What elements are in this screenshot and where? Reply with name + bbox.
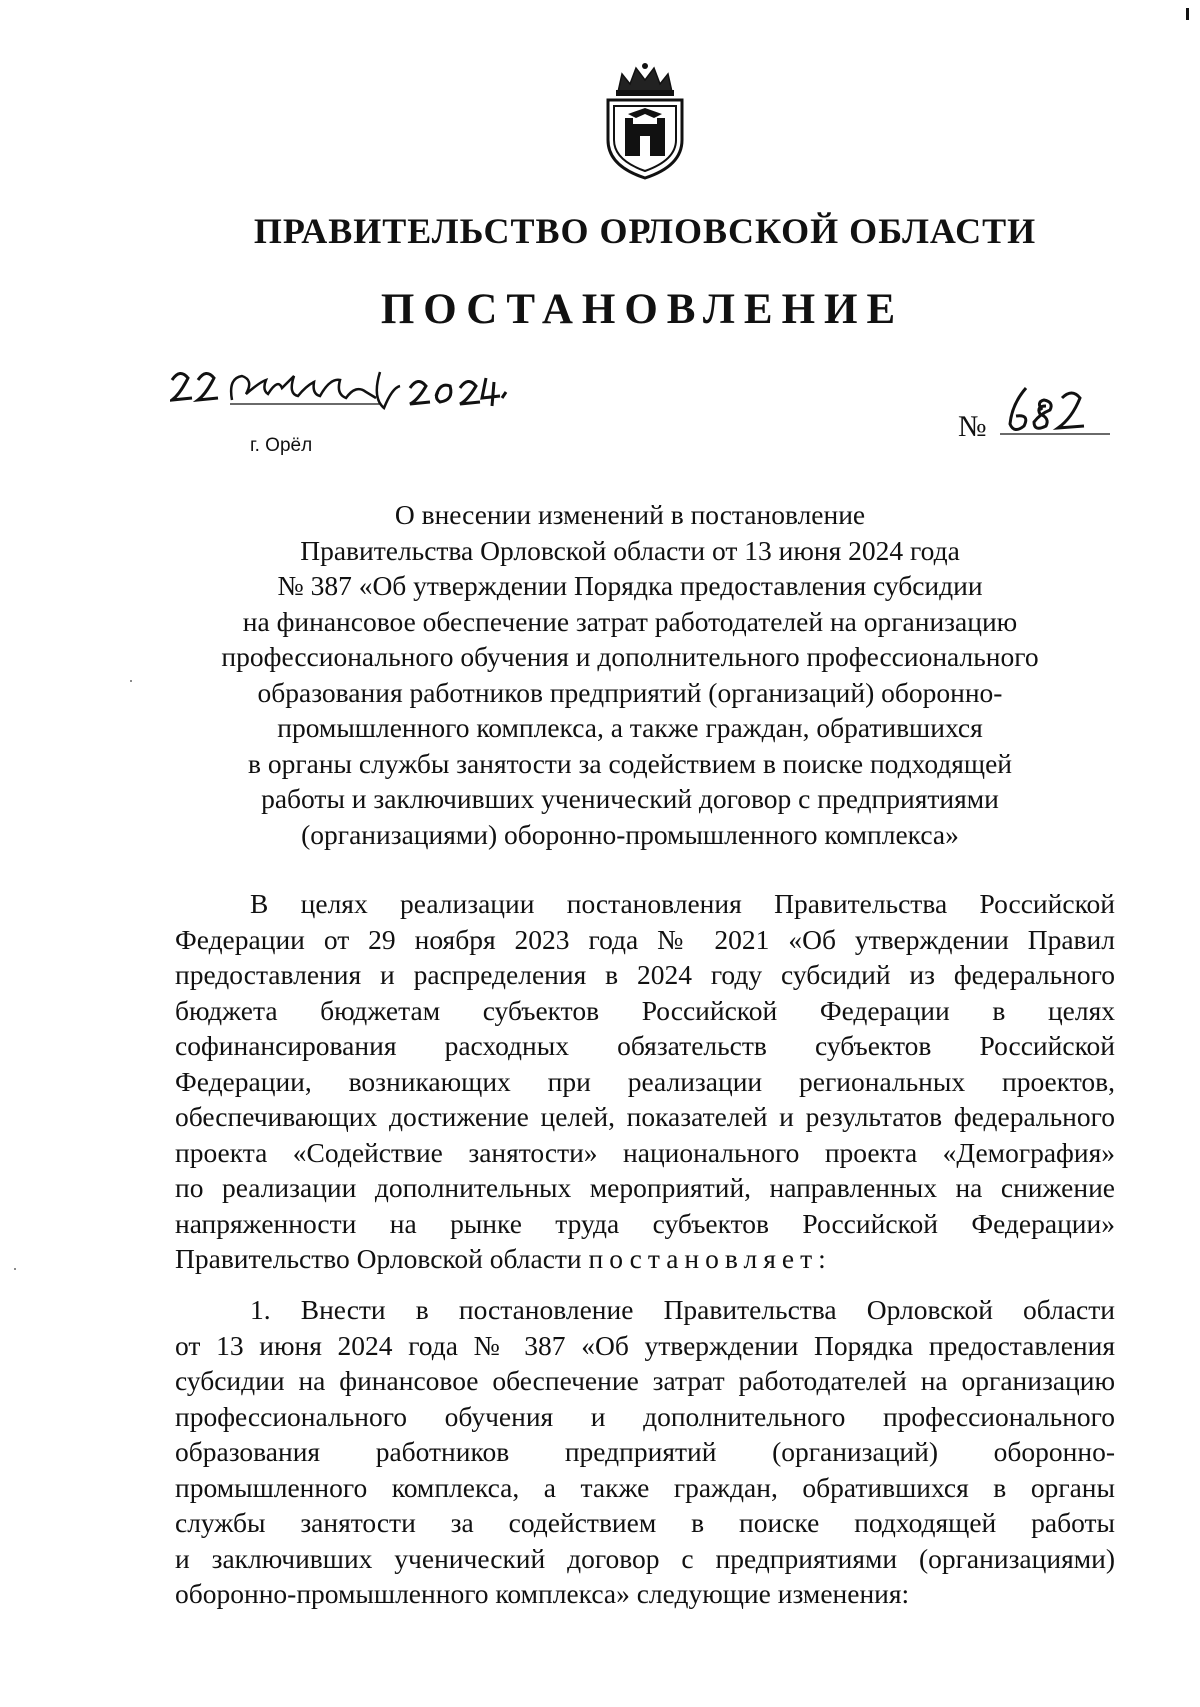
- preamble-line: проекта «Содействие занятости» национального проекта «Демография»: [175, 1136, 1115, 1168]
- subject-line: в органы службы занятости за содействием в поиске подходящей: [247, 747, 1013, 779]
- number-label: №: [958, 410, 987, 443]
- subject-line: № 387 «Об утверждении Порядка предоставления субсидии: [277, 570, 983, 601]
- coat-of-arms-emblem: [600, 62, 690, 182]
- item-1-paragraph: [175, 1292, 1115, 1612]
- subject-line: профессионального обучения и дополнительного профессионального: [221, 641, 1039, 672]
- item-1-line: субсидии на финансовое обеспечение затрат работодателей на организацию: [175, 1365, 1115, 1396]
- handwritten-date: [170, 368, 550, 428]
- preamble-line: В целях реализации постановления Правительства Российской: [250, 888, 1115, 919]
- preamble-closing-line: [175, 1241, 1115, 1277]
- item-1-line: промышленного комплекса, а также граждан, обратившихся в органы: [175, 1471, 1115, 1503]
- scan-speck: [14, 1268, 16, 1270]
- item-1-line: оборонно-промышленного комплекса» следующие изменения:: [175, 1578, 910, 1609]
- preamble-line: Федерации от 29 ноября 2023 года № 2021 «Об утверждении Правил: [175, 923, 1115, 955]
- preamble-line: софинансирования расходных обязательств субъектов Российской: [175, 1030, 1115, 1061]
- preamble-line: обеспечивающих достижение целей, показателей и результатов федерального: [175, 1101, 1115, 1132]
- preamble-line: предоставления и распределения в 2024 году субсидий из федерального: [175, 959, 1115, 990]
- item-1-line: образования работников предприятий (организаций) оборонно-: [175, 1436, 1115, 1467]
- preamble-line: Федерации, возникающих при реализации региональных проектов,: [175, 1065, 1115, 1097]
- preamble-line: бюджета бюджетам субъектов Российской Федерации в целях: [175, 994, 1115, 1026]
- scan-mark: [1186, 8, 1189, 20]
- subject-line: Правительства Орловской области от 13 июня 2024 года: [300, 534, 960, 566]
- subject-line: работы и заключивших ученический договор с предприятиями: [261, 783, 999, 814]
- item-1-line: от 13 июня 2024 года № 387 «Об утверждении Порядка предоставления: [175, 1329, 1115, 1361]
- scan-speck: [130, 680, 132, 682]
- subject-line: О внесении изменений в постановление: [394, 499, 866, 530]
- item-1-line: и заключивших ученический договор с предприятиями (организациями): [175, 1542, 1115, 1574]
- preamble-closing-text: Правительство Орловской области: [175, 1243, 589, 1274]
- preamble-paragraph: [175, 886, 1115, 1277]
- city-label: г. Орёл: [250, 435, 313, 456]
- document-subject: [200, 497, 1060, 852]
- subject-line: промышленного комплекса, а также граждан, обратившихся: [277, 712, 983, 743]
- subject-line: (организациями) оборонно-промышленного комплекса»: [301, 818, 959, 850]
- document-type-title: ПОСТАНОВЛЕНИЕ: [380, 286, 905, 333]
- organization-title: ПРАВИТЕЛЬСТВО ОРЛОВСКОЙ ОБЛАСТИ: [253, 211, 1037, 251]
- item-1-line: профессионального обучения и дополнительного профессионального: [175, 1400, 1115, 1432]
- preamble-line: по реализации дополнительных мероприятий, направленных на снижение: [175, 1172, 1115, 1203]
- subject-line: на финансовое обеспечение затрат работодателей на организацию: [242, 605, 1018, 637]
- handwritten-number: [1000, 384, 1110, 444]
- item-1-line: службы занятости за содействием в поиске подходящей работы: [175, 1507, 1115, 1538]
- item-1-line: 1. Внести в постановление Правительства Орловской области: [250, 1294, 1115, 1325]
- resolves-word: постановляет:: [588, 1243, 832, 1274]
- subject-line: образования работников предприятий (организаций) оборонно-: [257, 676, 1003, 708]
- preamble-line: напряженности на рынке труда субъектов Российской Федерации»: [175, 1207, 1115, 1239]
